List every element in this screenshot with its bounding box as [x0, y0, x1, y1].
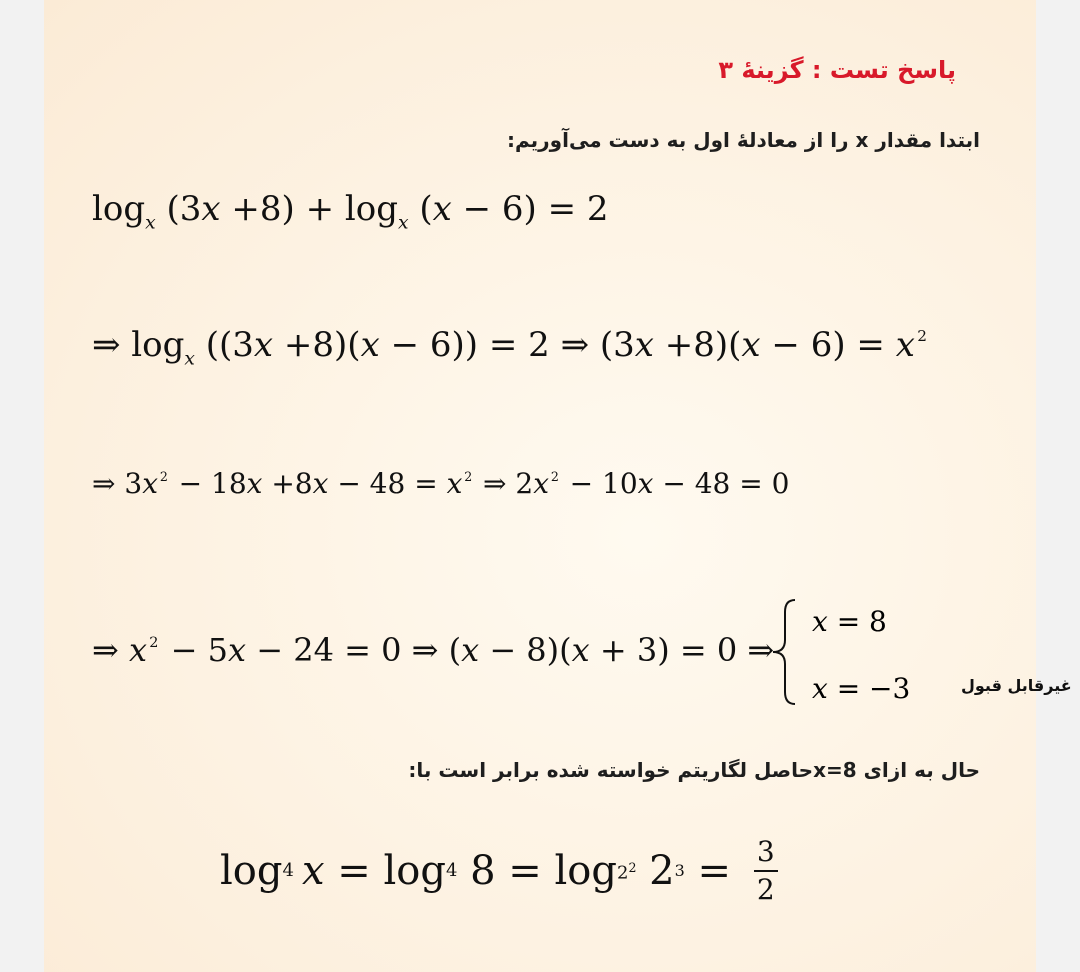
answer-title: پاسخ تست : گزینهٔ ۳	[718, 56, 956, 84]
solution-case-2: x = −3	[812, 672, 911, 705]
page	[44, 0, 1072, 972]
equation-line-2: ⇒ $\log_x ((3x +8)(x - 6)) = 2$ ⇒ (3x +8)(x − 6) = x $^2$	[92, 325, 927, 370]
fraction-bar	[754, 870, 778, 872]
rejected-label: غیرقابل قبول	[961, 676, 1072, 695]
now-text: حال به ازای x=8حاصل لگاریتم خواسته شده برابر است با:	[408, 758, 980, 782]
equation-line-1: $\log_x (3x +8) + \log_x (x - 6) = 2$	[92, 189, 609, 234]
intro-text: ابتدا مقدار x را از معادلهٔ اول به دست می‌آوریم:	[506, 128, 980, 152]
final-equation: log 4 x = log 4 8 = log $2^2$ 2 3 = $\frac{3}{2}$	[220, 838, 778, 904]
equation-line-4: ⇒ x $^2$ − 5x − 24 = 0 ⇒ (x − 8)(x + 3) = 0 ⇒	[92, 631, 775, 669]
fraction-numerator: 3	[756, 835, 775, 868]
equation-line-3: ⇒ 3x $^2$ − 18x +8x − 48 = x $^2$ ⇒ 2x $^2$ − 10x − 48 = 0	[92, 467, 790, 500]
fraction	[754, 835, 778, 906]
solution-case-1: x = 8	[812, 605, 887, 638]
curly-brace-icon	[765, 596, 805, 708]
fraction-denominator: 2	[756, 873, 775, 906]
